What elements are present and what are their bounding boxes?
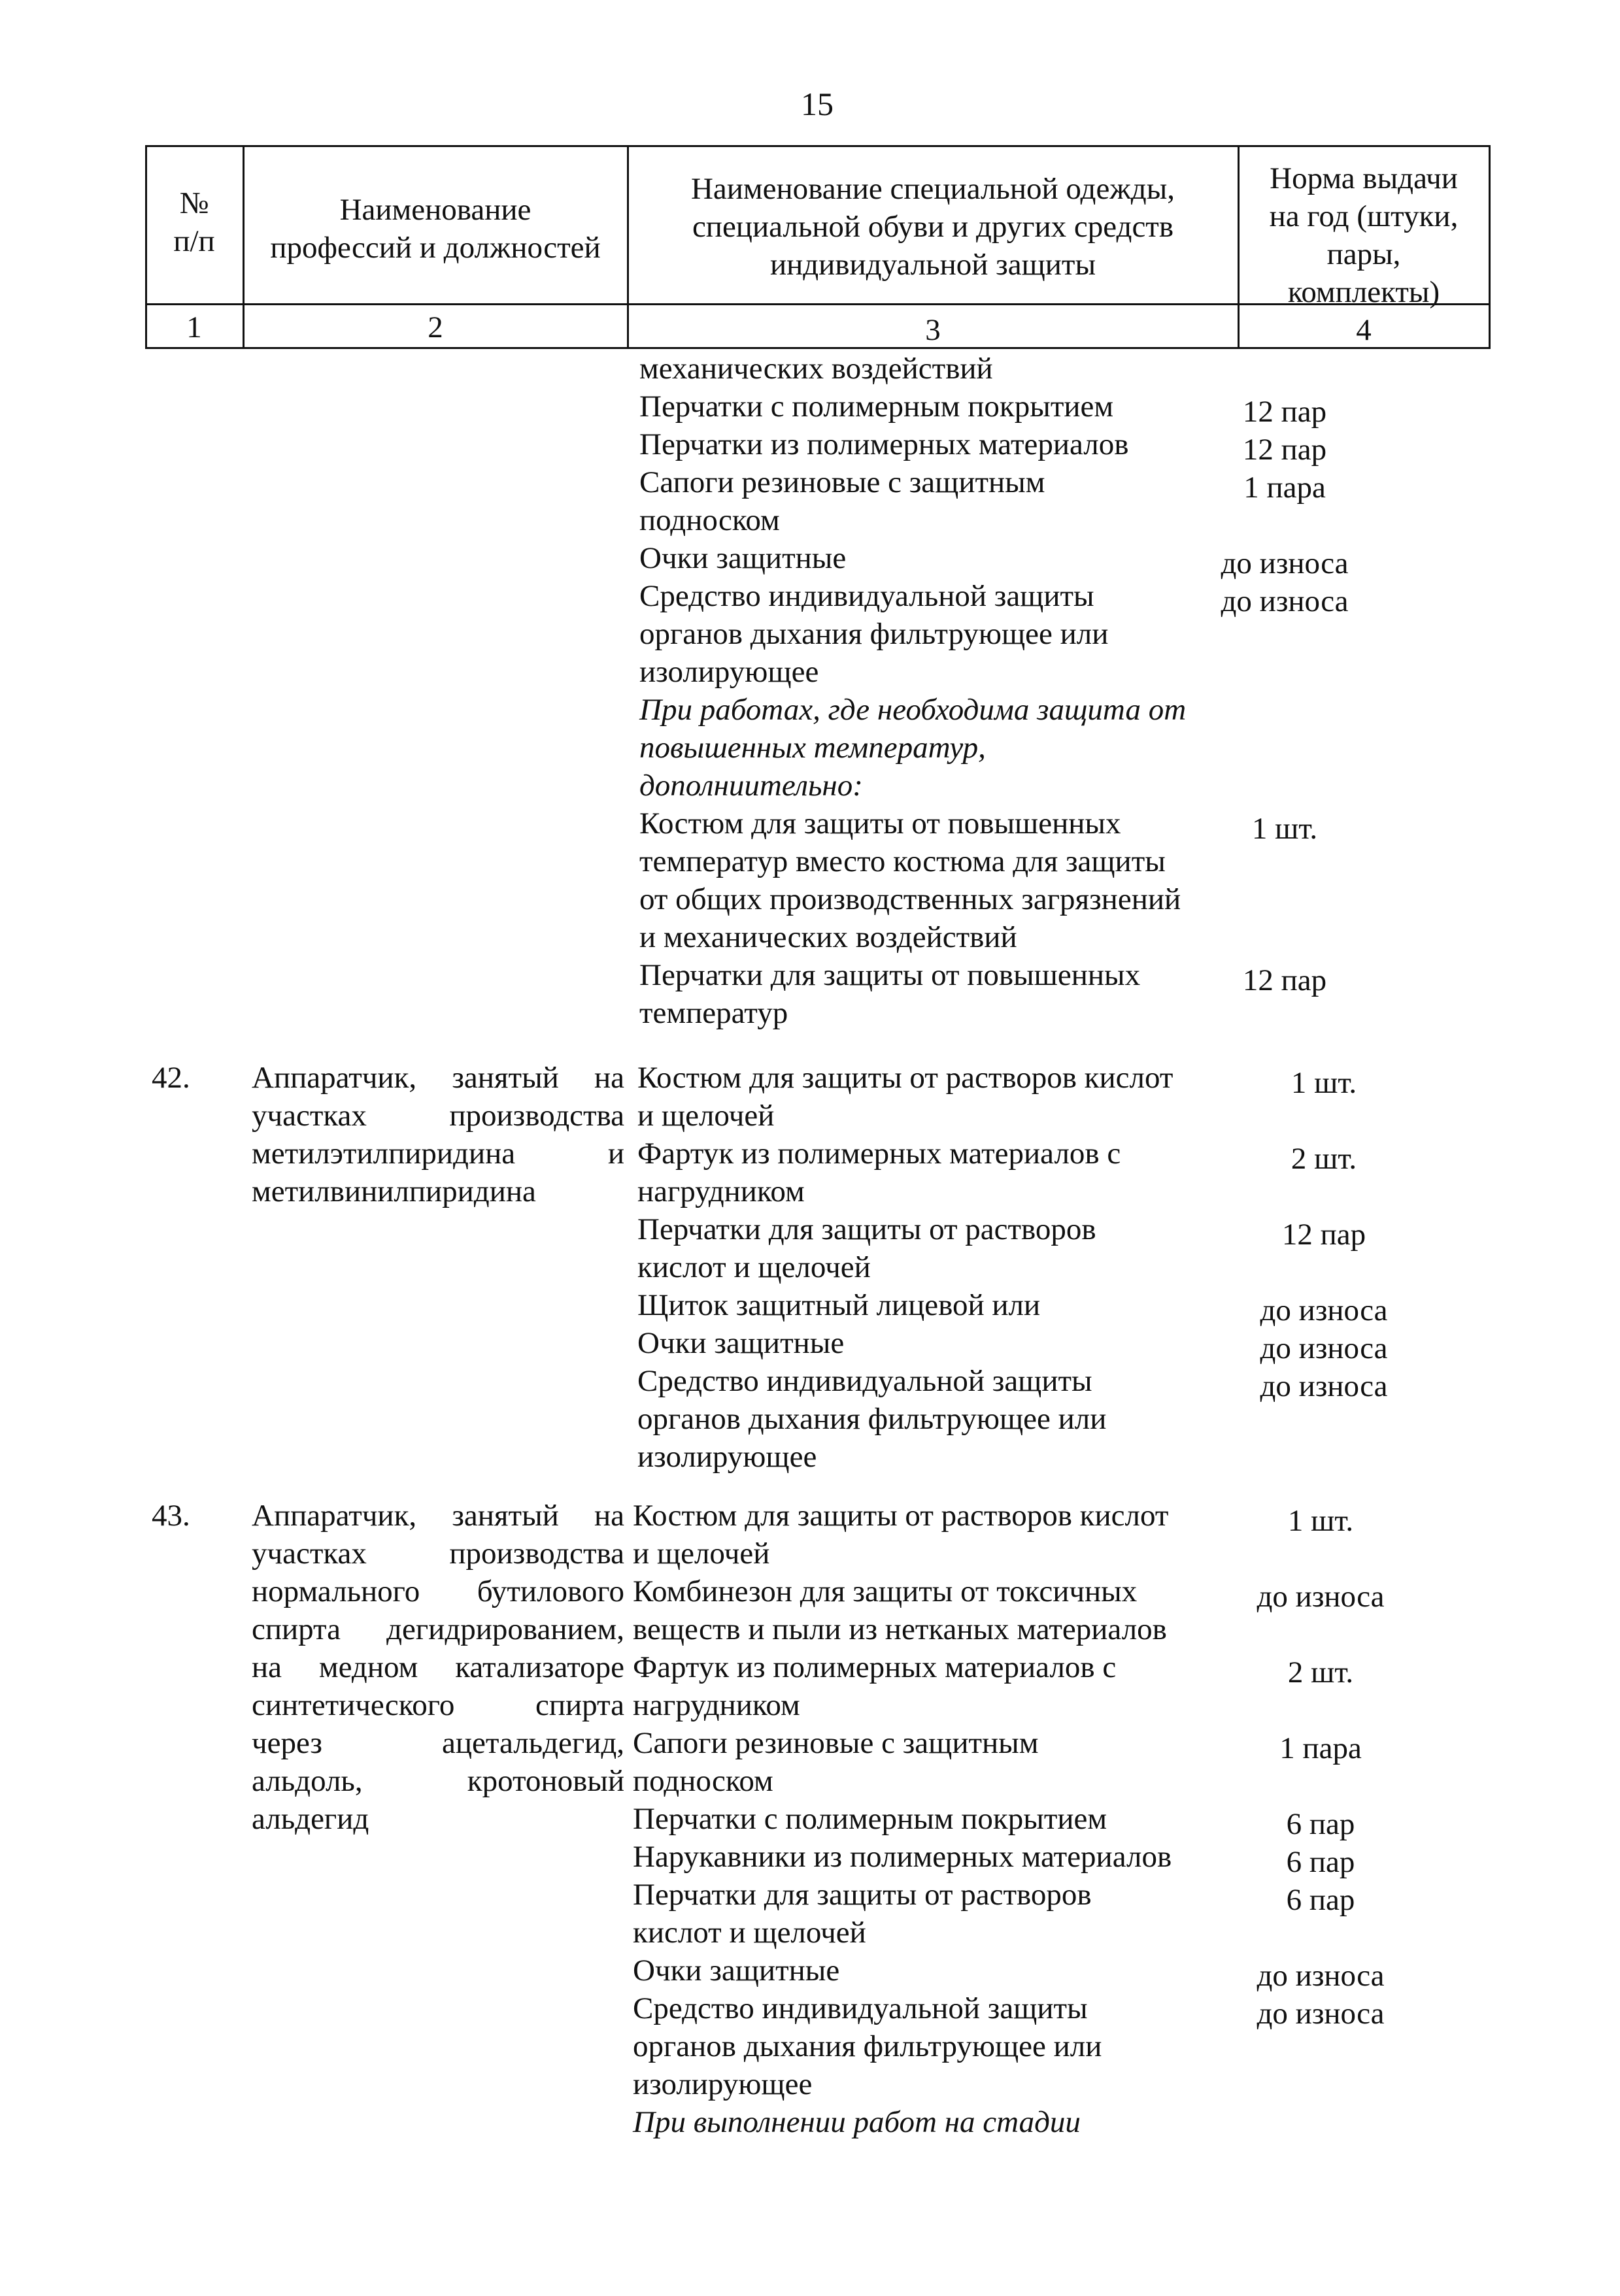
issue-norm: до износа <box>1260 1331 1388 1365</box>
profession-word: занятый <box>452 1061 559 1095</box>
header-num-2: 2 <box>428 310 443 344</box>
issue-norm: 12 пар <box>1242 963 1327 997</box>
equipment-item-line: дополниительно: <box>639 769 863 803</box>
profession-line <box>252 1648 624 1686</box>
equipment-item-line: и механических воздействий <box>639 920 1017 954</box>
equipment-item-line: Перчатки для защиты от растворов <box>633 1878 1092 1912</box>
equipment-item-line: температур вместо костюма для защиты <box>639 844 1166 878</box>
profession-line <box>252 1724 624 1762</box>
profession-word: бутилового <box>477 1574 624 1608</box>
profession-word: на <box>252 1650 282 1684</box>
profession-word: и <box>607 1137 624 1171</box>
profession-word: метилвинилпиридина <box>252 1174 536 1208</box>
header-col-equipment: Наименование специальной одежды, специальной обуви и других средств индивидуальной защиты <box>690 172 1175 282</box>
header-col-norm: Норма выдачи на год (штуки, пары, комплекты) <box>1269 161 1459 309</box>
issue-norm: до износа <box>1257 1580 1385 1614</box>
profession-word: через <box>252 1726 322 1760</box>
equipment-item <box>633 1989 1102 2103</box>
issue-norm: 12 пар <box>1281 1218 1366 1252</box>
equipment-item <box>637 1135 1121 1210</box>
equipment-item-line: Перчатки с полимерным покрытием <box>633 1802 1107 1836</box>
issue-norm: до износа <box>1260 1369 1388 1403</box>
equipment-item-line: Перчатки с полимерным покрытием <box>639 390 1114 424</box>
profession-word: на <box>594 1061 624 1095</box>
equipment-item-line: Щиток защитный лицевой или <box>637 1288 1041 1322</box>
equipment-item <box>639 691 1186 805</box>
equipment-item-line: кислот и щелочей <box>637 1250 871 1284</box>
equipment-item-line: органов дыхания фильтрующее или <box>633 2029 1102 2063</box>
profession-word: спирта <box>252 1612 341 1646</box>
issue-norm: 6 пар <box>1286 1883 1355 1917</box>
equipment-item <box>637 1210 1096 1286</box>
issue-norm: 1 шт. <box>1287 1504 1354 1538</box>
issue-norm: 6 пар <box>1286 1845 1355 1879</box>
profession-word: катализаторе <box>455 1650 624 1684</box>
issue-norm: 2 шт. <box>1287 1655 1354 1689</box>
equipment-item <box>633 1648 1116 1724</box>
equipment-item-line: При работах, где необходима защита от <box>639 693 1187 727</box>
profession-line <box>252 1173 624 1210</box>
entry-number: 43. <box>152 1499 190 1533</box>
issue-norm: до износа <box>1221 546 1349 580</box>
header-col-number: № п/п <box>173 186 215 258</box>
equipment-item <box>639 463 1045 539</box>
equipment-item-line: Средство индивидуальной защиты <box>637 1364 1092 1398</box>
equipment-item-line: подноском <box>639 503 780 537</box>
issue-norm: до износа <box>1257 1997 1385 2031</box>
profession-word: Аппаратчик, <box>252 1499 417 1533</box>
header-top-border <box>145 145 1491 147</box>
profession-word: метилэтилпиридина <box>252 1137 516 1171</box>
equipment-item <box>633 1572 1167 1648</box>
issue-norm: до износа <box>1221 584 1349 618</box>
equipment-item-line: Фартук из полимерных материалов с <box>633 1650 1117 1684</box>
equipment-item-line: Костюм для защиты от растворов кислот <box>637 1061 1173 1095</box>
equipment-item <box>633 2103 1081 2141</box>
equipment-item-line: изолирующее <box>639 655 819 689</box>
profession-word: альдоль, <box>252 1764 363 1798</box>
issue-norm: 12 пар <box>1242 433 1327 467</box>
issue-norm: 1 шт. <box>1251 812 1318 846</box>
equipment-item-line: повышенных температур, <box>639 731 986 765</box>
equipment-item-line: от общих производственных загрязнений <box>639 882 1181 916</box>
equipment-item-line: веществ и пыли из нетканых материалов <box>633 1612 1167 1646</box>
issue-norm: 1 шт. <box>1291 1066 1357 1100</box>
equipment-item-line: Сапоги резиновые с защитным <box>639 465 1045 499</box>
entry-number: 42. <box>152 1061 190 1095</box>
equipment-item <box>633 1497 1168 1572</box>
equipment-item-line: подноском <box>633 1764 773 1798</box>
equipment-item-line: нагрудником <box>633 1688 800 1722</box>
profession-word: нормального <box>252 1574 420 1608</box>
profession-word: на <box>594 1499 624 1533</box>
issue-norm: до износа <box>1257 1959 1385 1993</box>
equipment-item-line: механических воздействий <box>639 352 993 386</box>
profession-line <box>252 1135 624 1173</box>
profession-line <box>252 1535 624 1572</box>
profession-line <box>252 1059 624 1097</box>
equipment-item-line: кислот и щелочей <box>633 1916 866 1950</box>
profession-word: ацетальдегид, <box>441 1726 624 1760</box>
equipment-item-line: Костюм для защиты от растворов кислот <box>633 1499 1169 1533</box>
equipment-item-line: органов дыхания фильтрующее или <box>637 1402 1107 1436</box>
profession-line <box>252 1762 624 1800</box>
profession-name <box>252 1497 624 1838</box>
profession-word: дегидрированием, <box>386 1612 624 1646</box>
equipment-item <box>637 1286 1040 1324</box>
equipment-item <box>633 1724 1039 1800</box>
equipment-item-line: Средство индивидуальной защиты <box>633 1991 1088 2025</box>
equipment-item-line: Средство индивидуальной защиты <box>639 579 1094 613</box>
equipment-item-line: Сапоги резиновые с защитным <box>633 1726 1039 1760</box>
equipment-item <box>633 1838 1172 1876</box>
equipment-item <box>639 539 846 577</box>
header-num-4: 4 <box>1356 313 1372 347</box>
profession-word: спирта <box>535 1688 624 1722</box>
profession-word: кротоновый <box>467 1764 624 1798</box>
equipment-item-line: Очки защитные <box>633 1954 840 1988</box>
equipment-item-line: и щелочей <box>633 1537 770 1571</box>
header-num-1: 1 <box>186 310 202 344</box>
equipment-item-line: изолирующее <box>633 2067 813 2101</box>
equipment-item <box>637 1059 1173 1135</box>
equipment-item-line: изолирующее <box>637 1440 817 1474</box>
profession-word: синтетического <box>252 1688 455 1722</box>
profession-line <box>252 1800 624 1838</box>
issue-norm: 12 пар <box>1242 395 1327 429</box>
profession-word: производства <box>449 1099 624 1133</box>
profession-word: медном <box>318 1650 418 1684</box>
equipment-item <box>633 1876 1092 1952</box>
profession-line <box>252 1097 624 1135</box>
profession-word: участках <box>252 1537 367 1571</box>
equipment-item <box>633 1952 839 1989</box>
profession-line <box>252 1497 624 1535</box>
equipment-item <box>639 577 1108 691</box>
equipment-item <box>639 956 1140 1032</box>
equipment-item-line: Перчатки для защиты от повышенных <box>639 958 1141 992</box>
profession-name <box>252 1059 624 1210</box>
profession-line <box>252 1572 624 1610</box>
equipment-item-line: Очки защитные <box>639 541 847 575</box>
equipment-item <box>633 1800 1107 1838</box>
issue-norm: 1 пара <box>1279 1731 1362 1765</box>
equipment-item <box>639 388 1113 425</box>
equipment-item-line: органов дыхания фильтрующее или <box>639 617 1109 651</box>
equipment-item-line: нагрудником <box>637 1174 805 1208</box>
equipment-item-line: температур <box>639 996 788 1030</box>
equipment-item <box>637 1324 844 1362</box>
equipment-item-line: Нарукавники из полимерных материалов <box>633 1840 1172 1874</box>
issue-norm: 2 шт. <box>1291 1142 1357 1176</box>
equipment-item <box>639 350 993 388</box>
header-num-3: 3 <box>925 313 941 347</box>
equipment-item-line: Перчатки из полимерных материалов <box>639 427 1129 461</box>
profession-line <box>252 1686 624 1724</box>
profession-word: альдегид <box>252 1802 369 1836</box>
profession-word: занятый <box>452 1499 559 1533</box>
profession-line <box>252 1610 624 1648</box>
profession-word: производства <box>449 1537 624 1571</box>
page-number: 15 <box>801 86 834 122</box>
equipment-item-line: и щелочей <box>637 1099 775 1133</box>
equipment-item-line: Фартук из полимерных материалов с <box>637 1137 1121 1171</box>
equipment-item-line: При выполнении работ на стадии <box>633 2105 1081 2139</box>
issue-norm: до износа <box>1260 1293 1388 1327</box>
header-col-profession: Наименование профессий и должностей <box>270 193 601 265</box>
equipment-item-line: Комбинезон для защиты от токсичных <box>633 1574 1138 1608</box>
issue-norm: 6 пар <box>1286 1807 1355 1841</box>
equipment-item <box>639 805 1181 956</box>
profession-word: Аппаратчик, <box>252 1061 417 1095</box>
equipment-item <box>637 1362 1106 1476</box>
table-header <box>145 145 1491 349</box>
issue-norm: 1 пара <box>1243 471 1326 505</box>
equipment-item-line: Очки защитные <box>637 1326 845 1360</box>
equipment-item-line: Костюм для защиты от повышенных <box>639 807 1121 840</box>
equipment-item <box>639 425 1128 463</box>
equipment-item-line: Перчатки для защиты от растворов <box>637 1212 1096 1246</box>
profession-word: участках <box>252 1099 367 1133</box>
